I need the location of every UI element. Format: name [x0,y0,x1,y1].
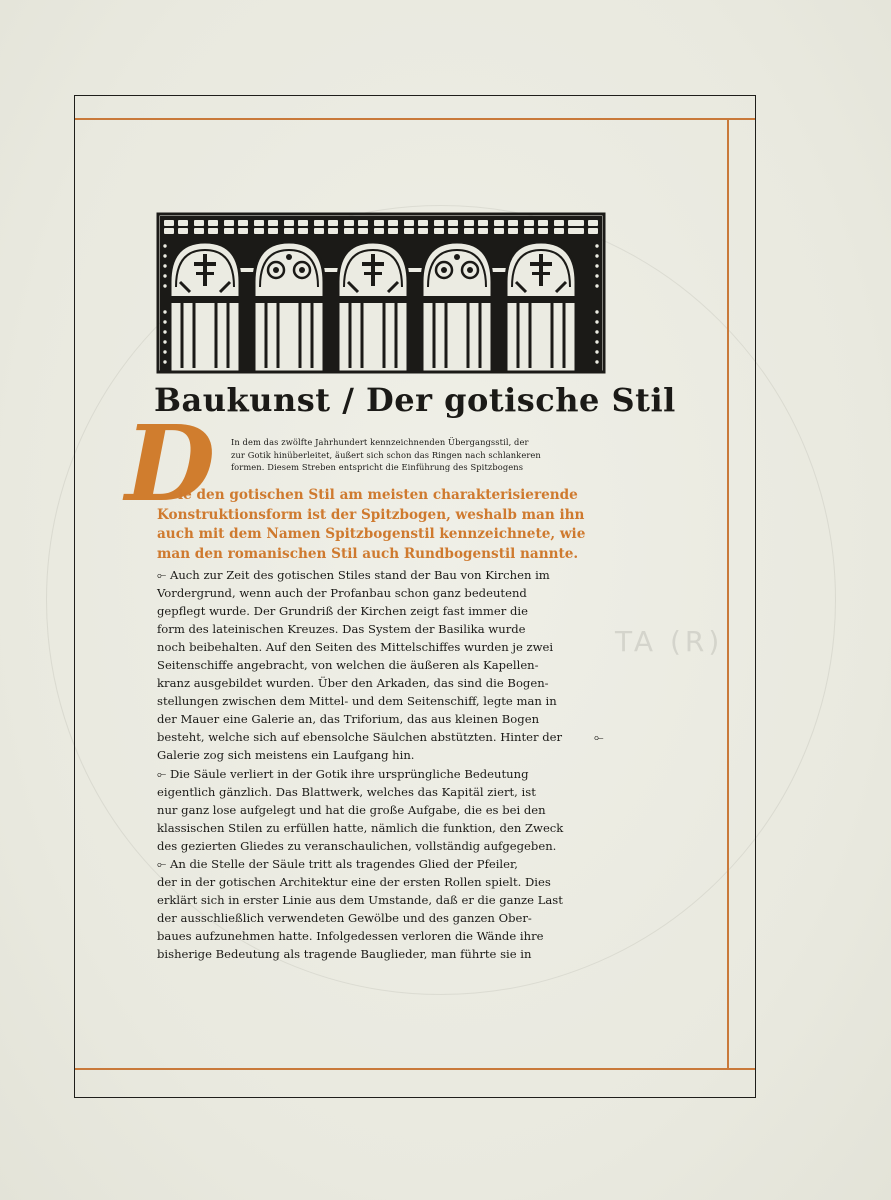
lead-line: auch mit dem Namen Spitzbogenstil kennzeichnete, wie [157,526,586,543]
body-line: der Mauer eine Galerie an, das Triforium, das aus kleinen Bogen [157,712,540,727]
body-line: der ausschließlich verwendeten Gewölbe und des ganzen Ober- [157,910,532,925]
body-line: stellungen zwischen dem Mittel- und dem Seitenschiff, legte man in [157,694,557,709]
orange-rule-right [727,118,729,1069]
body-line: baues aufzunehmen hatte. Infolgedessen verloren die Wände ihre [157,928,544,943]
intro-line: formen. Diesem Streben entspricht die Einführung des Spitzbogens [231,462,524,472]
body-line: erklärt sich in erster Linie aus dem Umstande, daß er die ganze Last [157,892,563,907]
body-line: gepflegt wurde. Der Grundriß der Kirchen zeigt fast immer die [157,604,528,619]
orange-rule-top [75,118,755,120]
gothic-arcade-ornament [156,212,606,374]
body-line: klassischen Stilen zu erfüllen hatte, nämlich die funktion, den Zweck [157,820,564,835]
body-line: eigentlich gänzlich. Das Blattwerk, welches das Kapitäl ziert, ist [157,784,536,799]
body-line: ⟜ Auch zur Zeit des gotischen Stiles stand der Bau von Kirchen im [157,568,550,582]
drop-cap-initial: D [125,402,216,525]
body-line: Seitenschiffe angebracht, von welchen die äußeren als Kapellen- [157,658,539,673]
page-title: Baukunst / Der gotische Stil [154,381,676,419]
body-line: besteht, welche sich auf ebensolche Säulchen abstützten. Hinter der [157,730,563,745]
body-text [157,566,612,963]
paragraph-end-ornament: ⟜ [594,730,604,744]
body-line: form des lateinischen Kreuzes. Das System der Basilika wurde [157,622,526,637]
intro-line: In dem das zwölfte Jahrhundert kennzeichnenden Übergangsstil, der [231,437,529,447]
lead-line: man den romanischen Stil auch Rundbogenstil nannte. [157,546,579,563]
body-line: des gezierten Gliedes zu veranschaulichen, vollständig aufgegeben. [157,838,557,853]
body-line: noch beibehalten. Auf den Seiten des Mittelschiffes wurden je zwei [157,640,554,655]
lead-paragraph [157,486,612,565]
body-line: ⟜ Die Säule verliert in der Gotik ihre ursprüngliche Bedeutung [157,766,529,781]
body-line: kranz ausgebildet wurden. Über den Arkaden, das sind die Bogen- [157,676,549,691]
body-line: Galerie zog sich meistens ein Laufgang hin. [157,748,415,763]
body-line: Vordergrund, wenn auch der Profanbau schon ganz bedeutend [157,586,527,601]
body-line: der in der gotischen Architektur eine der ersten Rollen spielt. Dies [157,874,551,889]
intro-line: zur Gotik hinüberleitet, äußert sich schon das Ringen nach schlankeren [231,449,541,460]
intro-paragraph [231,436,611,474]
body-line: bisherige Bedeutung als tragende Bauglieder, man führte sie in [157,946,532,961]
background-watermark-text: TA (R) [615,625,724,658]
body-line: nur ganz lose aufgelegt und hat die große Aufgabe, die es bei den [157,802,546,817]
orange-rule-bottom [75,1068,755,1070]
lead-line: ie den gotischen Stil am meisten charakterisierende [178,487,578,503]
body-line: ⟜ An die Stelle der Säule tritt als tragendes Glied der Pfeiler, [157,856,518,871]
lead-line: Konstruktionsform ist der Spitzbogen, weshalb man ihn [157,506,585,523]
